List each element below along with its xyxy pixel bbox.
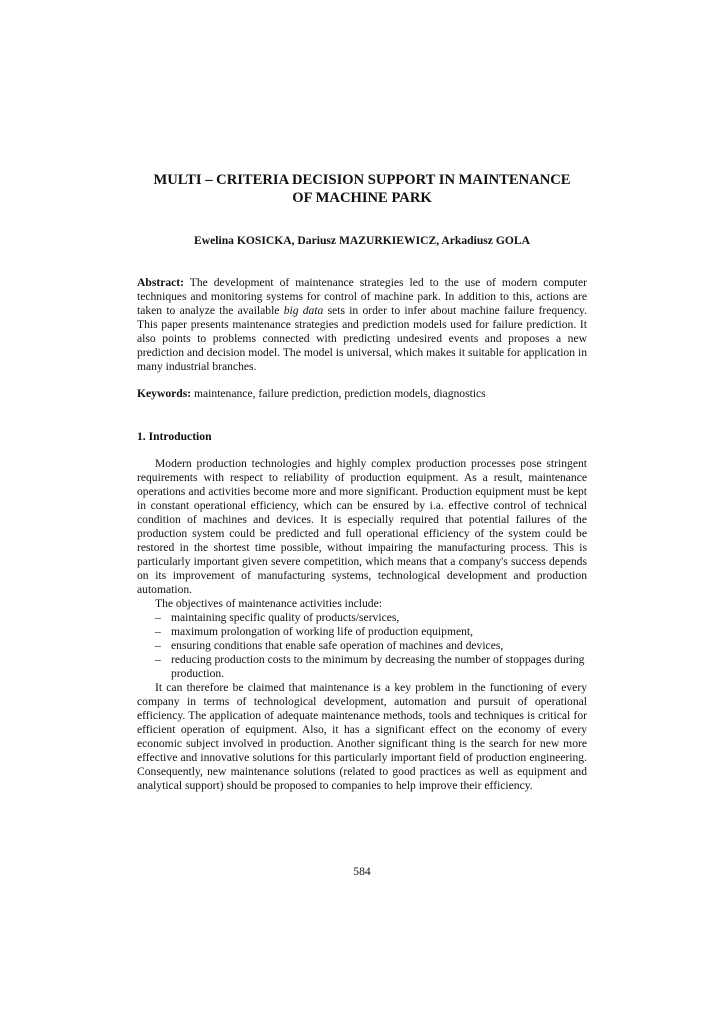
keywords-label: Keywords:	[137, 387, 192, 400]
abstract-text-part-1: The development of maintenance strategies led to the use of modern computer techniques and monitoring systems for control of machine park. In addition to this, actions are taken to analyze the available	[137, 276, 587, 317]
list-item	[137, 653, 587, 681]
list-item	[137, 639, 587, 653]
abstract-italic-term: big data	[283, 304, 324, 317]
list-dash: –	[155, 639, 161, 652]
objectives-list	[137, 611, 587, 681]
list-dash: –	[155, 611, 161, 624]
introduction-paragraph-2: It can therefore be claimed that maintenance is a key problem in the functioning of every company in terms of technological development, automation and pursuit of operational efficiency. The application of adequate maintenance methods, tools and techniques is critical for efficient operation of equipment. Also, it has a significant effect on the economy of every economic subject involved in production. Another significant thing is the search for new more effective and innovative solutions for this particularly important field of production engineering. Consequently, new maintenance solutions (related to good practices as well as equipment and analytical support) should be proposed to companies to help improve their efficiency.	[137, 681, 587, 792]
keywords-text: maintenance, failure prediction, prediction models, diagnostics	[191, 387, 486, 400]
list-item-text: maximum prolongation of working life of production equipment,	[171, 625, 474, 638]
list-dash: –	[155, 653, 161, 666]
keywords	[137, 387, 587, 401]
abstract-label: Abstract:	[137, 276, 185, 289]
list-item-text: ensuring conditions that enable safe operation of machines and devices,	[171, 639, 504, 652]
list-dash: –	[155, 625, 161, 638]
abstract	[137, 276, 587, 374]
author-list: Ewelina KOSICKA, Dariusz MAZURKIEWICZ, Arkadiusz GOLA	[194, 234, 530, 247]
paper-title-line-1: MULTI – CRITERIA DECISION SUPPORT IN MAINTENANCE	[153, 172, 571, 188]
list-item-text: maintaining specific quality of products/services,	[171, 611, 400, 624]
objectives-intro: The objectives of maintenance activities include:	[155, 597, 382, 610]
introduction-body	[137, 457, 587, 793]
list-item-text: reducing production costs to the minimum by decreasing the number of stoppages during production.	[171, 653, 585, 680]
section-heading-introduction: 1. Introduction	[137, 430, 212, 443]
page-number: 584	[353, 865, 371, 878]
abstract-text-part-2: sets in order to infer about machine failure frequency. This paper presents maintenance strategies and prediction models used for failure prediction. It also points to problems connected with predicting undesired events and proposes a new prediction and decision model. The model is universal, which makes it suitable for application in many industrial branches.	[137, 304, 587, 373]
paper-title	[137, 172, 587, 207]
introduction-paragraph-1: Modern production technologies and highly complex production processes pose stringent requirements with respect to reliability of production equipment. As a result, maintenance operations and activities become more and more significant. Production equipment must be kept in constant operational efficiency, which can be ensured by i.a. effective control of technical condition of machines and devices. It is especially required that potential failures of the production system could be predicted and full operational efficiency of the system could be restored in the shortest time possible, without impairing the manufacturing process. This is particularly important given severe competition, which means that a company's success depends on its improvement of manufacturing systems, technological development and production automation.	[137, 457, 587, 596]
list-item	[137, 611, 587, 625]
paper-title-line-2: OF MACHINE PARK	[292, 189, 432, 206]
list-item	[137, 625, 587, 639]
